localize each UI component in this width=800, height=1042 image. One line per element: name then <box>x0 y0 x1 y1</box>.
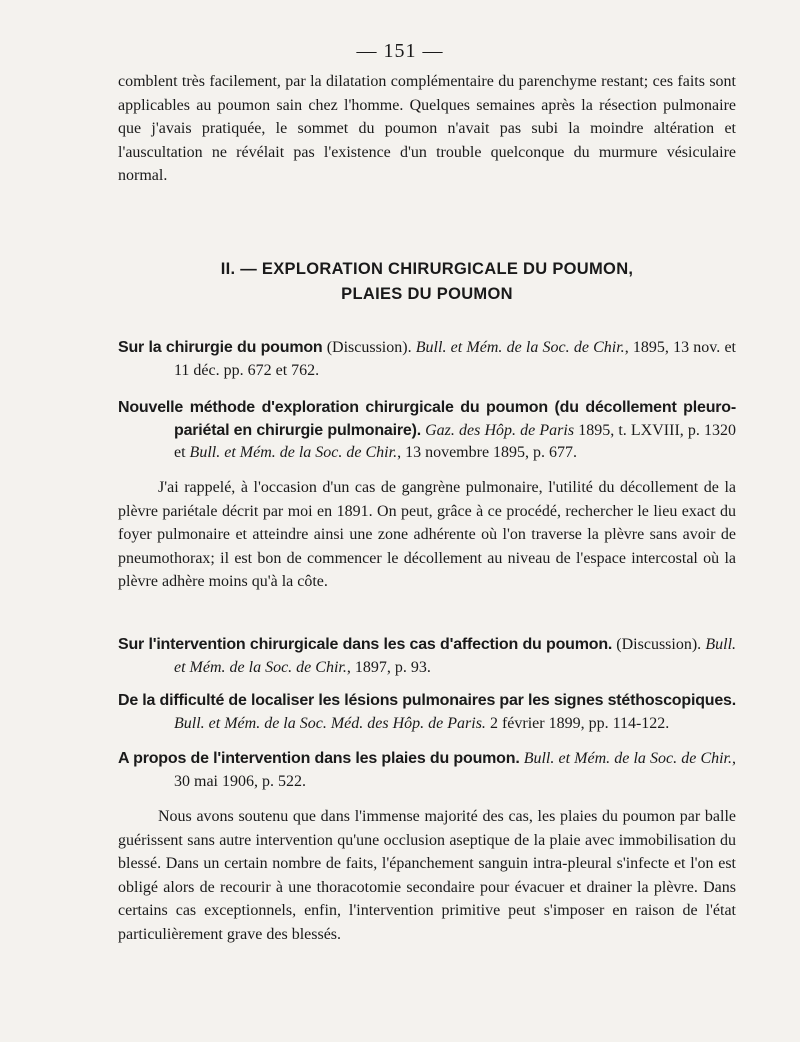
reference-detail: 2 février 1899, pp. 114-122. <box>485 714 670 732</box>
reference-title: A propos de l'intervention dans les plaies du poumon. <box>118 750 520 767</box>
reference-entry <box>118 337 736 382</box>
reference-source-secondary: Bull. et Mém. de la Soc. de Chir. <box>189 444 398 461</box>
section-heading-line-1: II. — EXPLORATION CHIRURGICALE DU POUMON, <box>220 260 634 278</box>
reference-entry <box>118 748 736 793</box>
body-paragraph-decollement: J'ai rappelé, à l'occasion d'un cas de gangrène pulmonaire, l'utilité du décollement de la plèvre pariétale décrit par moi en 1891. On peut, grâce à ce procédé, rechercher le lieu exact du foyer pulmonaire et atteindre ainsi une zone adhérente où l'on traverse la plèvre sans avoir de pneumothorax; il est bon de commencer le décollement au niveau de l'espace intercostal où la plèvre adhère moins qu'à la côte. <box>118 479 736 590</box>
reference-title: Nouvelle méthode d'exploration chirurgicale du poumon (du décollement pleuro-pariétal en chirurgie pulmonaire). <box>118 399 736 439</box>
reference-detail-secondary: , 13 novembre 1895, p. 677. <box>397 444 578 461</box>
reference-source: Gaz. des Hôp. de Paris <box>425 421 575 439</box>
reference-entry <box>118 634 736 679</box>
reference-entry <box>118 397 736 465</box>
section-heading-line-2: PLAIES DU POUMON <box>341 285 513 303</box>
reference-detail: , 1897, p. 93. <box>346 658 431 676</box>
reference-note: (Discussion). <box>322 339 416 356</box>
reference-detail: , 30 mai 1906, p. 522. <box>174 750 737 790</box>
reference-entry <box>118 690 736 735</box>
reference-title: Sur l'intervention chirurgicale dans les cas d'affection du poumon. <box>118 636 613 653</box>
body-paragraph-plaies: Nous avons soutenu que dans l'immense majorité des cas, les plaies du poumon par balle guérissent sans autre intervention qu'une occlusion aseptique de la plaie avec immobilisation du blessé. Dans un certain nombre de faits, l'épanchement sanguin intra-pleural s'infecte et l'on est obligé alors de recourir à une thoracotomie secondaire pour évacuer et drainer la plèvre. Dans certains cas exceptionnels, enfin, l'intervention primitive peut s'imposer en raison de l'état particulièrement grave des blessés. <box>118 808 736 943</box>
reference-source: Bull. et Mém. de la Soc. de Chir. <box>174 636 737 676</box>
reference-detail: , 1895, 13 nov. et 11 déc. pp. 672 et 762. <box>174 339 736 379</box>
page-number: — 151 — <box>356 40 444 62</box>
reference-source: Bull. et Mém. de la Soc. Méd. des Hôp. de Paris. <box>174 714 486 732</box>
intro-paragraph: comblent très facilement, par la dilatation complémentaire du parenchyme restant; ces faits sont applicables au poumon sain chez l'homme. Quelques semaines après la résection pulmonaire que j'avais pratiquée, le sommet du poumon n'avait pas subi la moindre altération et l'auscultation ne révélait pas l'existence d'un trouble quelconque du murmure vésiculaire normal. <box>118 73 736 184</box>
reference-detail: 1895, t. LXVIII, p. 1320 et <box>174 421 737 461</box>
reference-title: Sur la chirurgie du poumon <box>118 339 323 356</box>
reference-source: Bull. et Mém. de la Soc. de Chir. <box>415 339 625 356</box>
reference-note: (Discussion). <box>612 636 706 653</box>
reference-title: De la difficulté de localiser les lésions pulmonaires par les signes stéthoscopiques. <box>118 692 736 709</box>
reference-source: Bull. et Mém. de la Soc. de Chir. <box>523 750 733 767</box>
